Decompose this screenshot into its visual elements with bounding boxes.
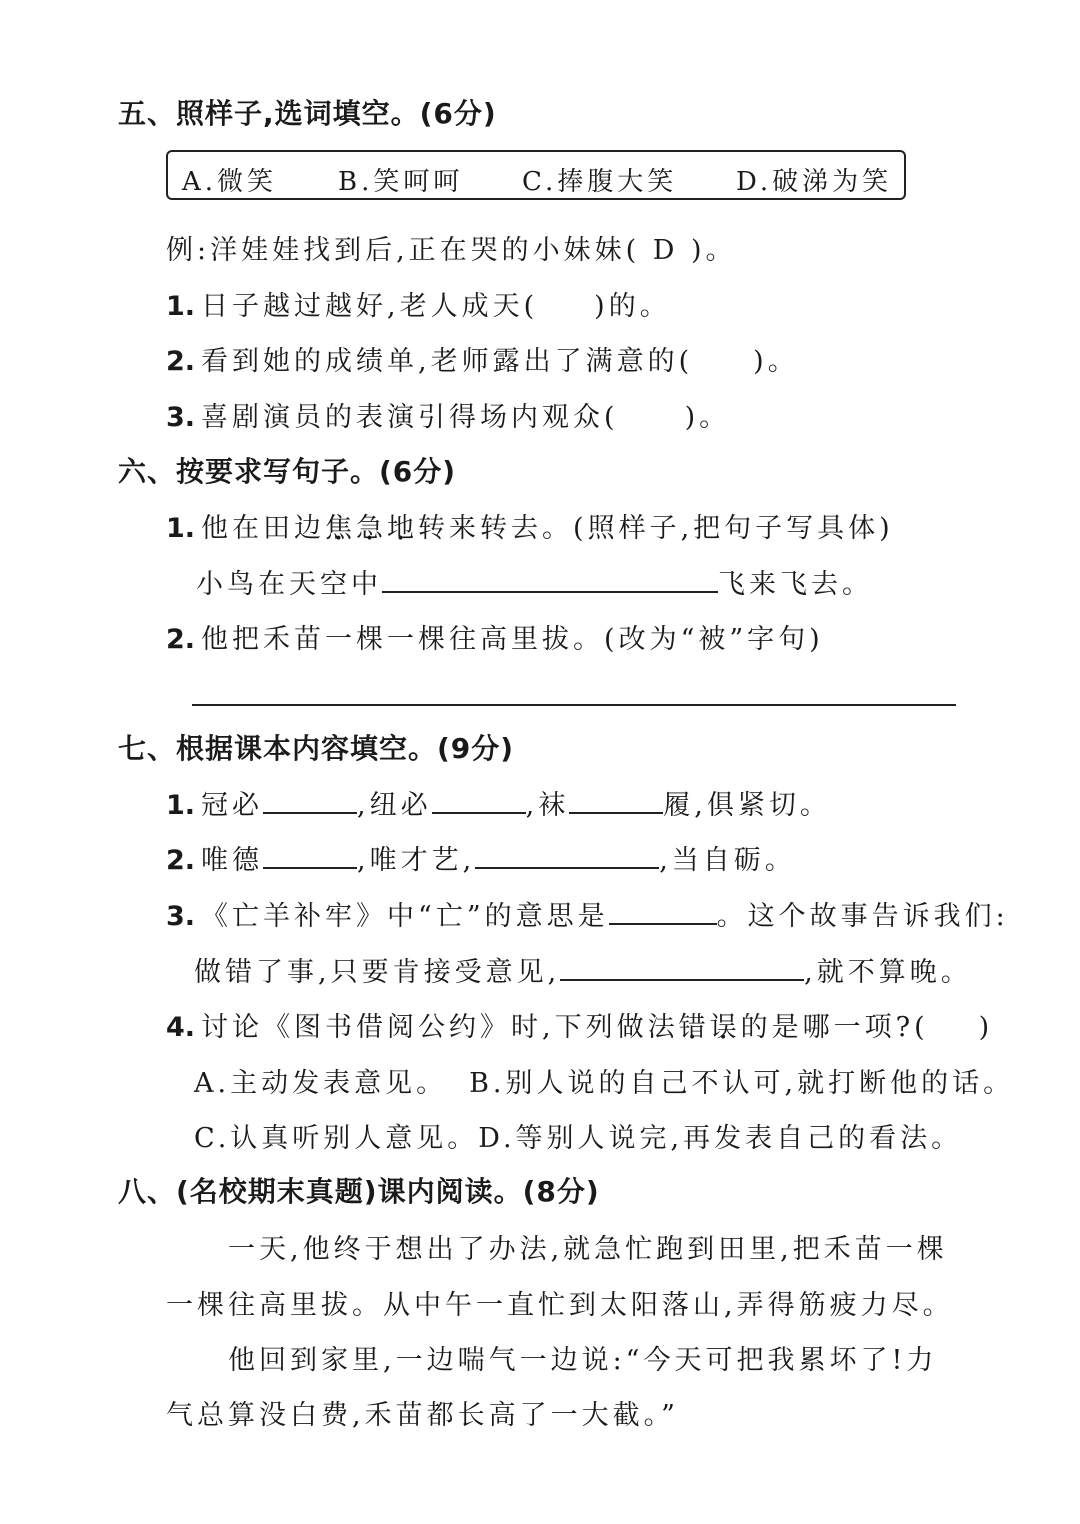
option-c: C.捧腹大笑	[522, 167, 678, 197]
section5-item-2: 2. 看到她的成绩单,老师露出了满意的( )。	[166, 346, 799, 377]
section7-question-4: 4. 讨论《图书借阅公约》时,下列做法错误的是哪一项?( )	[166, 1005, 993, 1044]
emphasis-char: 焦	[325, 513, 357, 544]
item-number: 3.	[166, 901, 196, 932]
item-number: 1.	[166, 790, 196, 821]
choice-c: C.认真听别人意见。	[194, 1123, 479, 1154]
option-b: B.笑呵呵	[338, 167, 464, 197]
item-number: 4.	[166, 1012, 196, 1043]
emphasis-char: 错	[678, 1012, 710, 1043]
answer-blank[interactable]	[560, 953, 804, 981]
section7-question-2: 2. 唯德 ,唯才艺, ,当自砺。	[166, 838, 796, 877]
emphasis-char: 地	[387, 513, 419, 544]
section6-question-2: 2. 他把禾苗一棵一棵往高里拔。(改为“被”字句)	[166, 624, 824, 655]
section7-question-3: 3. 《亡羊补牢》中“亡”的意思是 。这个故事告诉我们:	[166, 894, 1009, 933]
item-number: 2.	[166, 346, 196, 377]
answer-blank[interactable]	[569, 786, 663, 814]
section5-item-3: 3. 喜剧演员的表演引得场内观众( )。	[166, 402, 731, 433]
item-number: 2.	[166, 845, 196, 876]
option-a: A.微笑	[182, 167, 278, 197]
section7-q4-options-line1	[194, 1061, 1014, 1100]
section7-heading: 七、根据课本内容填空。(9分)	[118, 732, 515, 765]
section6-question-1: 1. 他在田边焦急地转来转去。(照样子,把句子写具体)	[166, 506, 894, 545]
item-number: 1.	[166, 291, 196, 322]
emphasis-char: 急	[356, 513, 388, 544]
item-number: 2.	[166, 624, 196, 655]
item-number: 1.	[166, 513, 196, 544]
choice-d: D.等别人说完,再发表自己的看法。	[478, 1123, 963, 1154]
answer-line[interactable]	[192, 704, 956, 706]
answer-blank[interactable]	[609, 897, 717, 925]
option-d: D.破涕为笑	[736, 167, 893, 197]
section8-heading: 八、(名校期末真题)课内阅读。(8分)	[118, 1175, 600, 1208]
section7-q4-options-line2	[194, 1116, 962, 1155]
section5-item-1: 1. 日子越过越好,老人成天( )的。	[166, 291, 671, 322]
section6-heading: 六、按要求写句子。(6分)	[118, 455, 457, 488]
section7-question-3-continued: 做错了事,只要肯接受意见, ,就不算晚。	[194, 950, 972, 989]
reading-para2-line1: 他回到家里,一边喘气一边说:“今天可把我累坏了!力	[228, 1345, 938, 1376]
choice-b: B.别人说的自己不认可,就打断他的话。	[469, 1068, 1015, 1099]
reading-para1-line2: 一棵往高里拔。从中午一直忙到太阳落山,弄得筋疲力尽。	[166, 1290, 954, 1321]
section6-answer-1: 小鸟在天空中 飞来飞去。	[196, 562, 873, 601]
answer-blank[interactable]	[263, 841, 357, 869]
emphasis-char: 误	[709, 1012, 741, 1043]
answer-blank[interactable]	[475, 841, 659, 869]
word-options-box	[166, 150, 906, 200]
section5-example: 例:洋娃娃找到后,正在哭的小妹妹( D )。	[166, 235, 737, 266]
answer-blank[interactable]	[432, 786, 526, 814]
answer-blank[interactable]	[382, 565, 718, 593]
reading-para2-line2: 气总算没白费,禾苗都长高了一大截。”	[166, 1400, 679, 1431]
reading-para1-line1: 一天,他终于想出了办法,就急忙跑到田里,把禾苗一棵	[228, 1234, 948, 1265]
answer-blank[interactable]	[263, 786, 357, 814]
item-number: 3.	[166, 402, 196, 433]
section5-heading: 五、照样子,选词填空。(6分)	[118, 97, 497, 130]
choice-a: A.主动发表意见。	[194, 1068, 448, 1099]
section7-question-1: 1. 冠必 ,纽必 ,袜 履,俱紧切。	[166, 783, 831, 822]
